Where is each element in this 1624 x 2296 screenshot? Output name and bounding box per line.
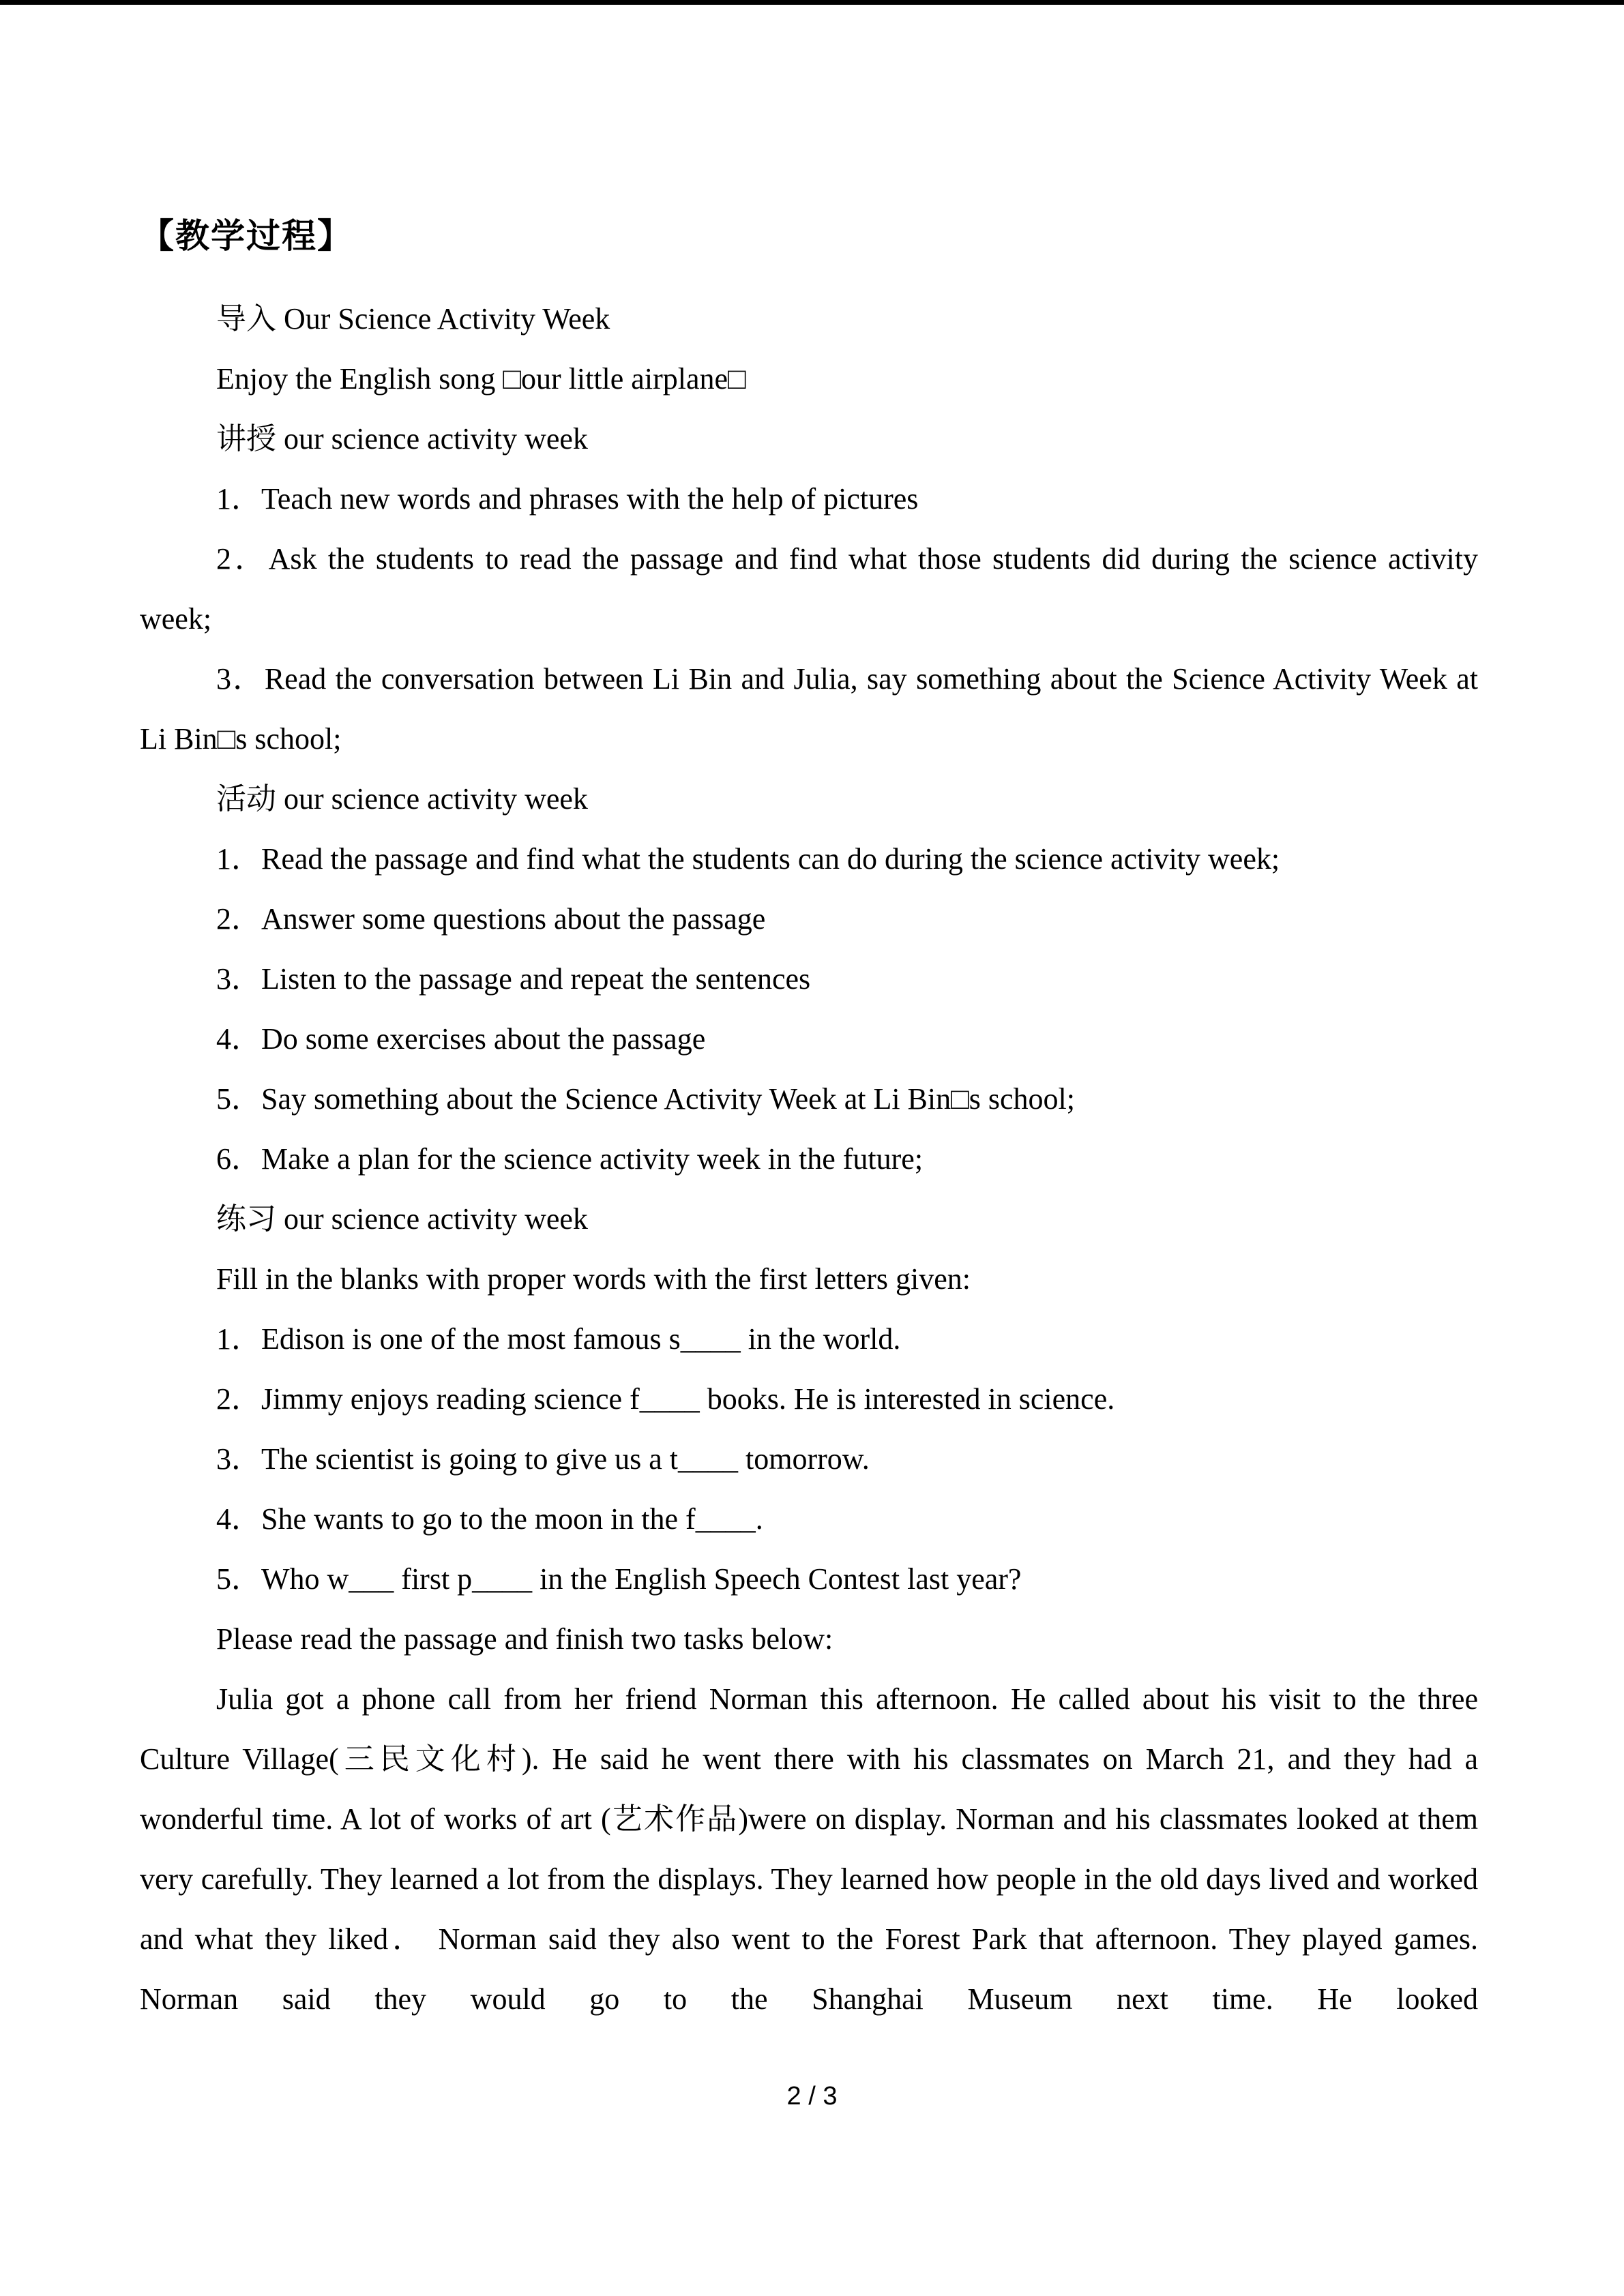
paragraph: 3．Listen to the passage and repeat the sentences xyxy=(216,962,811,996)
paragraph: 2．Ask the students to read the passage and find what those students did during the science activity week; xyxy=(140,542,1478,636)
paragraph: Julia got a phone call from her friend Norman this afternoon. He called about his visit to the three Culture Village(三民文化村). He said he went there with his classmates on March 21, and they had a wonderful time. A lot of works of art (艺术作品)were on display. Norman and his classmates looked at them very carefully. They learned a lot from the displays. They learned how people in the old days lived and worked and what they liked． Norman said they also went to the Forest Park that afternoon. They played games. Norman said they would go to the Shanghai Museum next time. He looked xyxy=(140,1682,1478,2016)
document-content xyxy=(140,215,1478,2029)
paragraph: Please read the passage and finish two tasks below: xyxy=(216,1622,833,1656)
page-top-border xyxy=(0,0,1624,5)
paragraph: 3．Read the conversation between Li Bin and Julia, say something about the Science Activity Week at Li Bin□s school; xyxy=(140,662,1478,756)
paragraph-list xyxy=(140,289,1478,2029)
paragraph: 讲授 our science activity week xyxy=(216,422,588,456)
paragraph: 5．Say something about the Science Activity Week at Li Bin□s school; xyxy=(216,1082,1075,1116)
paragraph: 4．She wants to go to the moon in the f____. xyxy=(216,1502,763,1536)
paragraph: 练习 our science activity week xyxy=(216,1202,588,1236)
paragraph: 活动 our science activity week xyxy=(216,782,588,816)
paragraph: 6．Make a plan for the science activity week in the future; xyxy=(216,1142,924,1176)
paragraph: 1．Teach new words and phrases with the help of pictures xyxy=(216,482,919,516)
page-number: 2 / 3 xyxy=(786,2082,838,2111)
paragraph: 3．The scientist is going to give us a t____ tomorrow. xyxy=(216,1442,870,1476)
paragraph: 2．Jimmy enjoys reading science f____ books. He is interested in science. xyxy=(216,1382,1115,1416)
paragraph: 1．Edison is one of the most famous s____ in the world. xyxy=(216,1322,901,1356)
paragraph: 5．Who w___ first p____ in the English Speech Contest last year? xyxy=(216,1562,1022,1596)
paragraph: Fill in the blanks with proper words with the first letters given: xyxy=(216,1262,971,1296)
paragraph: 4．Do some exercises about the passage xyxy=(216,1022,706,1056)
paragraph: 导入 Our Science Activity Week xyxy=(216,302,610,336)
paragraph: Enjoy the English song □our little airplane□ xyxy=(216,362,746,396)
paragraph: 2．Answer some questions about the passage xyxy=(216,902,766,936)
paragraph: 1．Read the passage and find what the students can do during the science activity week; xyxy=(216,842,1280,876)
section-heading: 【教学过程】 xyxy=(140,217,353,255)
